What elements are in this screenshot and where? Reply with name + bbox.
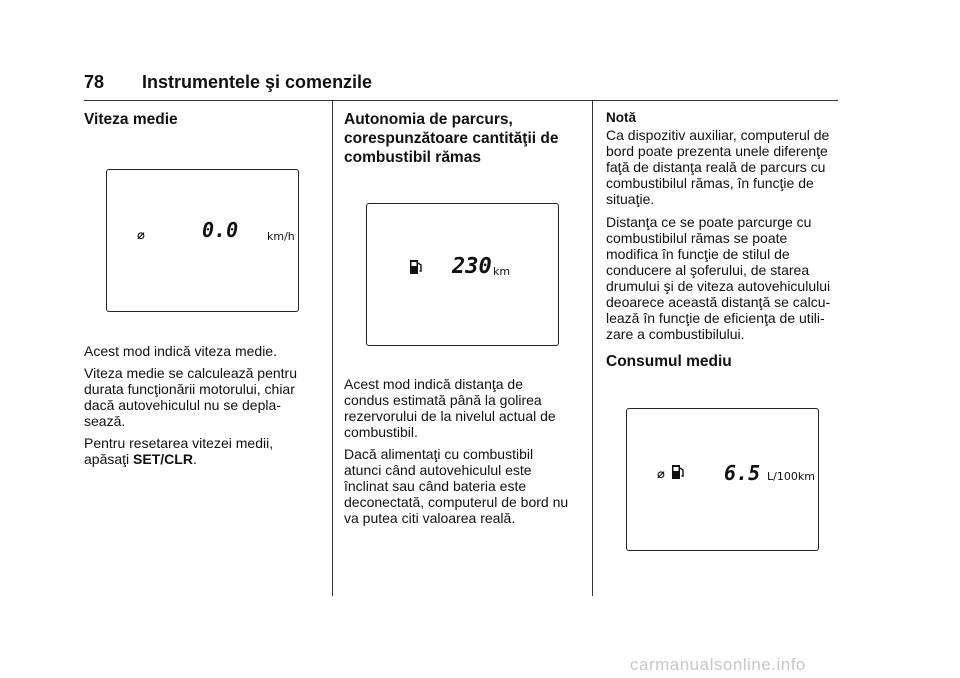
average-consumption-value: 6.5 bbox=[724, 461, 761, 485]
display-range bbox=[366, 203, 559, 346]
column-divider bbox=[592, 100, 593, 596]
section-heading-range: Autonomia de parcurs, corespunzătoare cantităţii de combustibil rămas bbox=[344, 111, 559, 166]
section-heading-average-consumption: Consumul mediu bbox=[606, 353, 732, 370]
speed-unit: km/h bbox=[267, 230, 295, 243]
display-average-consumption bbox=[626, 408, 819, 551]
avg-speed-paragraph-1: Acest mod indică viteza medie. bbox=[84, 343, 277, 359]
range-paragraph-1: Acest mod indică distanţa de condus estimată până la golirea rezervorului de la nivelul actual de combustibil. bbox=[344, 376, 556, 440]
average-symbol-icon: ⌀ bbox=[657, 467, 665, 482]
page-number: 78 bbox=[84, 72, 105, 92]
display-average-speed bbox=[106, 169, 299, 312]
page-header bbox=[84, 70, 838, 101]
column-note-consumption bbox=[606, 110, 830, 371]
avg-speed-paragraph-3: Pentru resetarea vitezei medii, apăsaţi SET/CLR. bbox=[84, 435, 274, 467]
note-paragraph-1: Ca dispozitiv auxiliar, computerul de bord poate prezenta unele diferenţe faţă de distanţa reală de parcurs cu combustibilul rămas, în funcţie de situaţie. bbox=[606, 127, 830, 207]
avg-speed-paragraph-2: Viteza medie se calculează pentru durata funcţionării motorului, chiar dacă autovehiculul nu se depla- sează. bbox=[84, 365, 297, 429]
average-symbol-icon: ⌀ bbox=[137, 228, 145, 243]
watermark: carmanualsonline.info bbox=[630, 655, 806, 674]
note-paragraph-2: Distanţa ce se poate parcurge cu combustibilul rămas se poate modifica în funcţie de stilul de conducere al şoferului, de starea drumului şi de viteza autovehiculului deoarece această distanţă se calcu- lează în funcţie de eficienţa de utili- zare a combustibilului. bbox=[606, 214, 831, 342]
range-value: 230 bbox=[452, 254, 492, 279]
average-speed-value: 0.0 bbox=[202, 218, 239, 242]
section-heading-average-speed: Viteza medie bbox=[84, 111, 178, 128]
chapter-title: Instrumentele şi comenzile bbox=[142, 72, 373, 92]
consumption-unit: L/100km bbox=[767, 470, 815, 483]
set-clr-button-label: SET/CLR bbox=[133, 451, 193, 467]
note-title: Notă bbox=[606, 110, 636, 125]
fuel-pump-icon bbox=[409, 258, 423, 276]
range-unit: km bbox=[493, 265, 511, 278]
range-paragraph-2: Dacă alimentaţi cu combustibil atunci când autovehiculul este înclinat sau când bateria este deconectată, computerul de bord nu va putea citi valoarea reală. bbox=[344, 446, 569, 526]
column-divider bbox=[332, 100, 333, 596]
fuel-pump-icon bbox=[671, 463, 685, 481]
